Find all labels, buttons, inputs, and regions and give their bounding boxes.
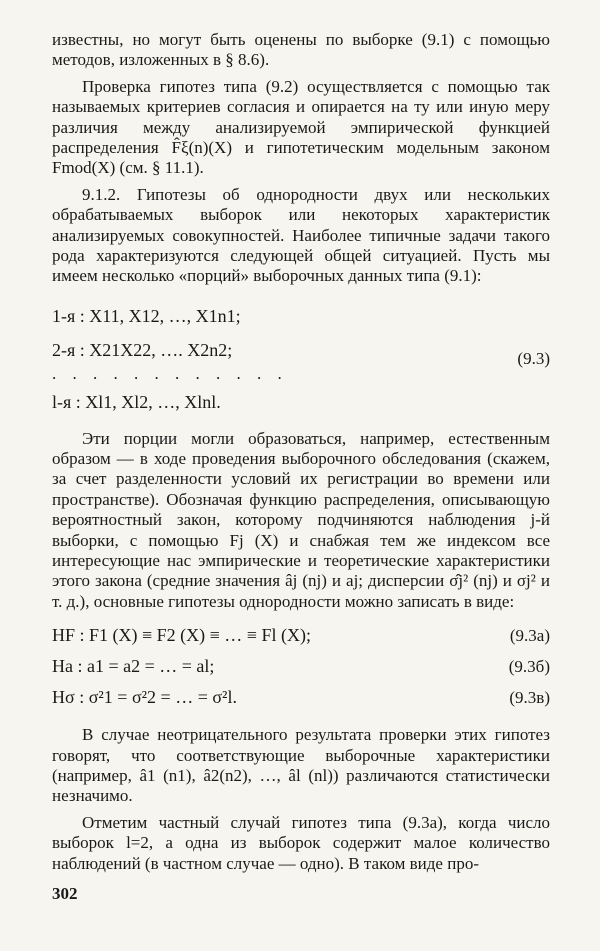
section-9-1-2-paragraph: 9.1.2. Гипотезы об однородности двух или нескольких обрабатываемых выборок или некоторых характеристик анализируемых совокупностей. Наиболее типичные задачи такого рода характеризуются следующей общей ситуацией. Пусть мы имеем несколько «порций» выборочных данных типа (9.1): [52, 184, 550, 286]
system-line-1: 1-я : X11, X12, …, X1n1; [52, 305, 241, 326]
hypothesis-hsigma [52, 682, 550, 713]
system-dots: . . . . . . . . . . . . [52, 363, 288, 383]
equation-system-9-3 [52, 299, 550, 419]
hypotheses-block [52, 620, 550, 713]
hypothesis-formula: Ha : a1 = a2 = … = al; [52, 656, 215, 677]
hypothesis-hf [52, 620, 550, 651]
hypothesis-formula: HF : F1 (X) ≡ F2 (X) ≡ … ≡ Fl (X); [52, 625, 311, 646]
hypothesis-formula: Hσ : σ²1 = σ²2 = … = σ²l. [52, 687, 237, 708]
hypothesis-number: (9.3в) [509, 688, 550, 708]
paragraph-4: Эти порции могли образоваться, например, естественным образом — в ходе проведения выборочного обследования (скажем, за счет разделенности условий их регистрации во времени или пространстве). Обозначая функцию распределения, описывающую вероятностный закон, которому подчиняются наблюдения j-й выборки, с помощью Fj (X) и снабжая тем же индексом все интересующие нас эмпирические и теоретические характеристики этого закона (средние значения âj (nj) и aj; дисперсии σ̂j² (nj) и σj² и т. д.), основные гипотезы однородности можно записать в виде: [52, 428, 550, 611]
paragraph-6: Отметим частный случай гипотез типа (9.3а), когда число выборок l=2, а одна из выборок содержит малое количество наблюдений (в частном случае — одно). В таком виде про- [52, 812, 550, 873]
equation-number: (9.3) [517, 348, 550, 368]
hypothesis-number: (9.3б) [508, 657, 550, 677]
system-line-2: 2-я : X21X22, …. X2n2; [52, 339, 233, 360]
hypothesis-ha [52, 651, 550, 682]
page-body [52, 30, 550, 874]
paragraph-5: В случае неотрицательного результата проверки этих гипотез говорят, что соответствующие выборочные характеристики (например, â1 (n1), â2(n2), …, âl (nl)) различаются статистически незначимо. [52, 725, 550, 806]
hypothesis-number: (9.3а) [509, 626, 550, 646]
paragraph-2: Проверка гипотез типа (9.2) осуществляется с помощью так называемых критериев согласия и опирается на ту или иную меру различия между анализируемой эмпирической функцией распределения F̂ξ(n)(X) и гипотетическим модельным законом Fmod(X) (см. § 11.1). [52, 76, 550, 178]
system-line-3: l-я : Xl1, Xl2, …, Xlnl. [52, 391, 221, 412]
page-number: 302 [52, 884, 78, 903]
paragraph-1: известны, но могут быть оценены по выборке (9.1) с помощью методов, изложенных в § 8.6). [52, 30, 550, 70]
